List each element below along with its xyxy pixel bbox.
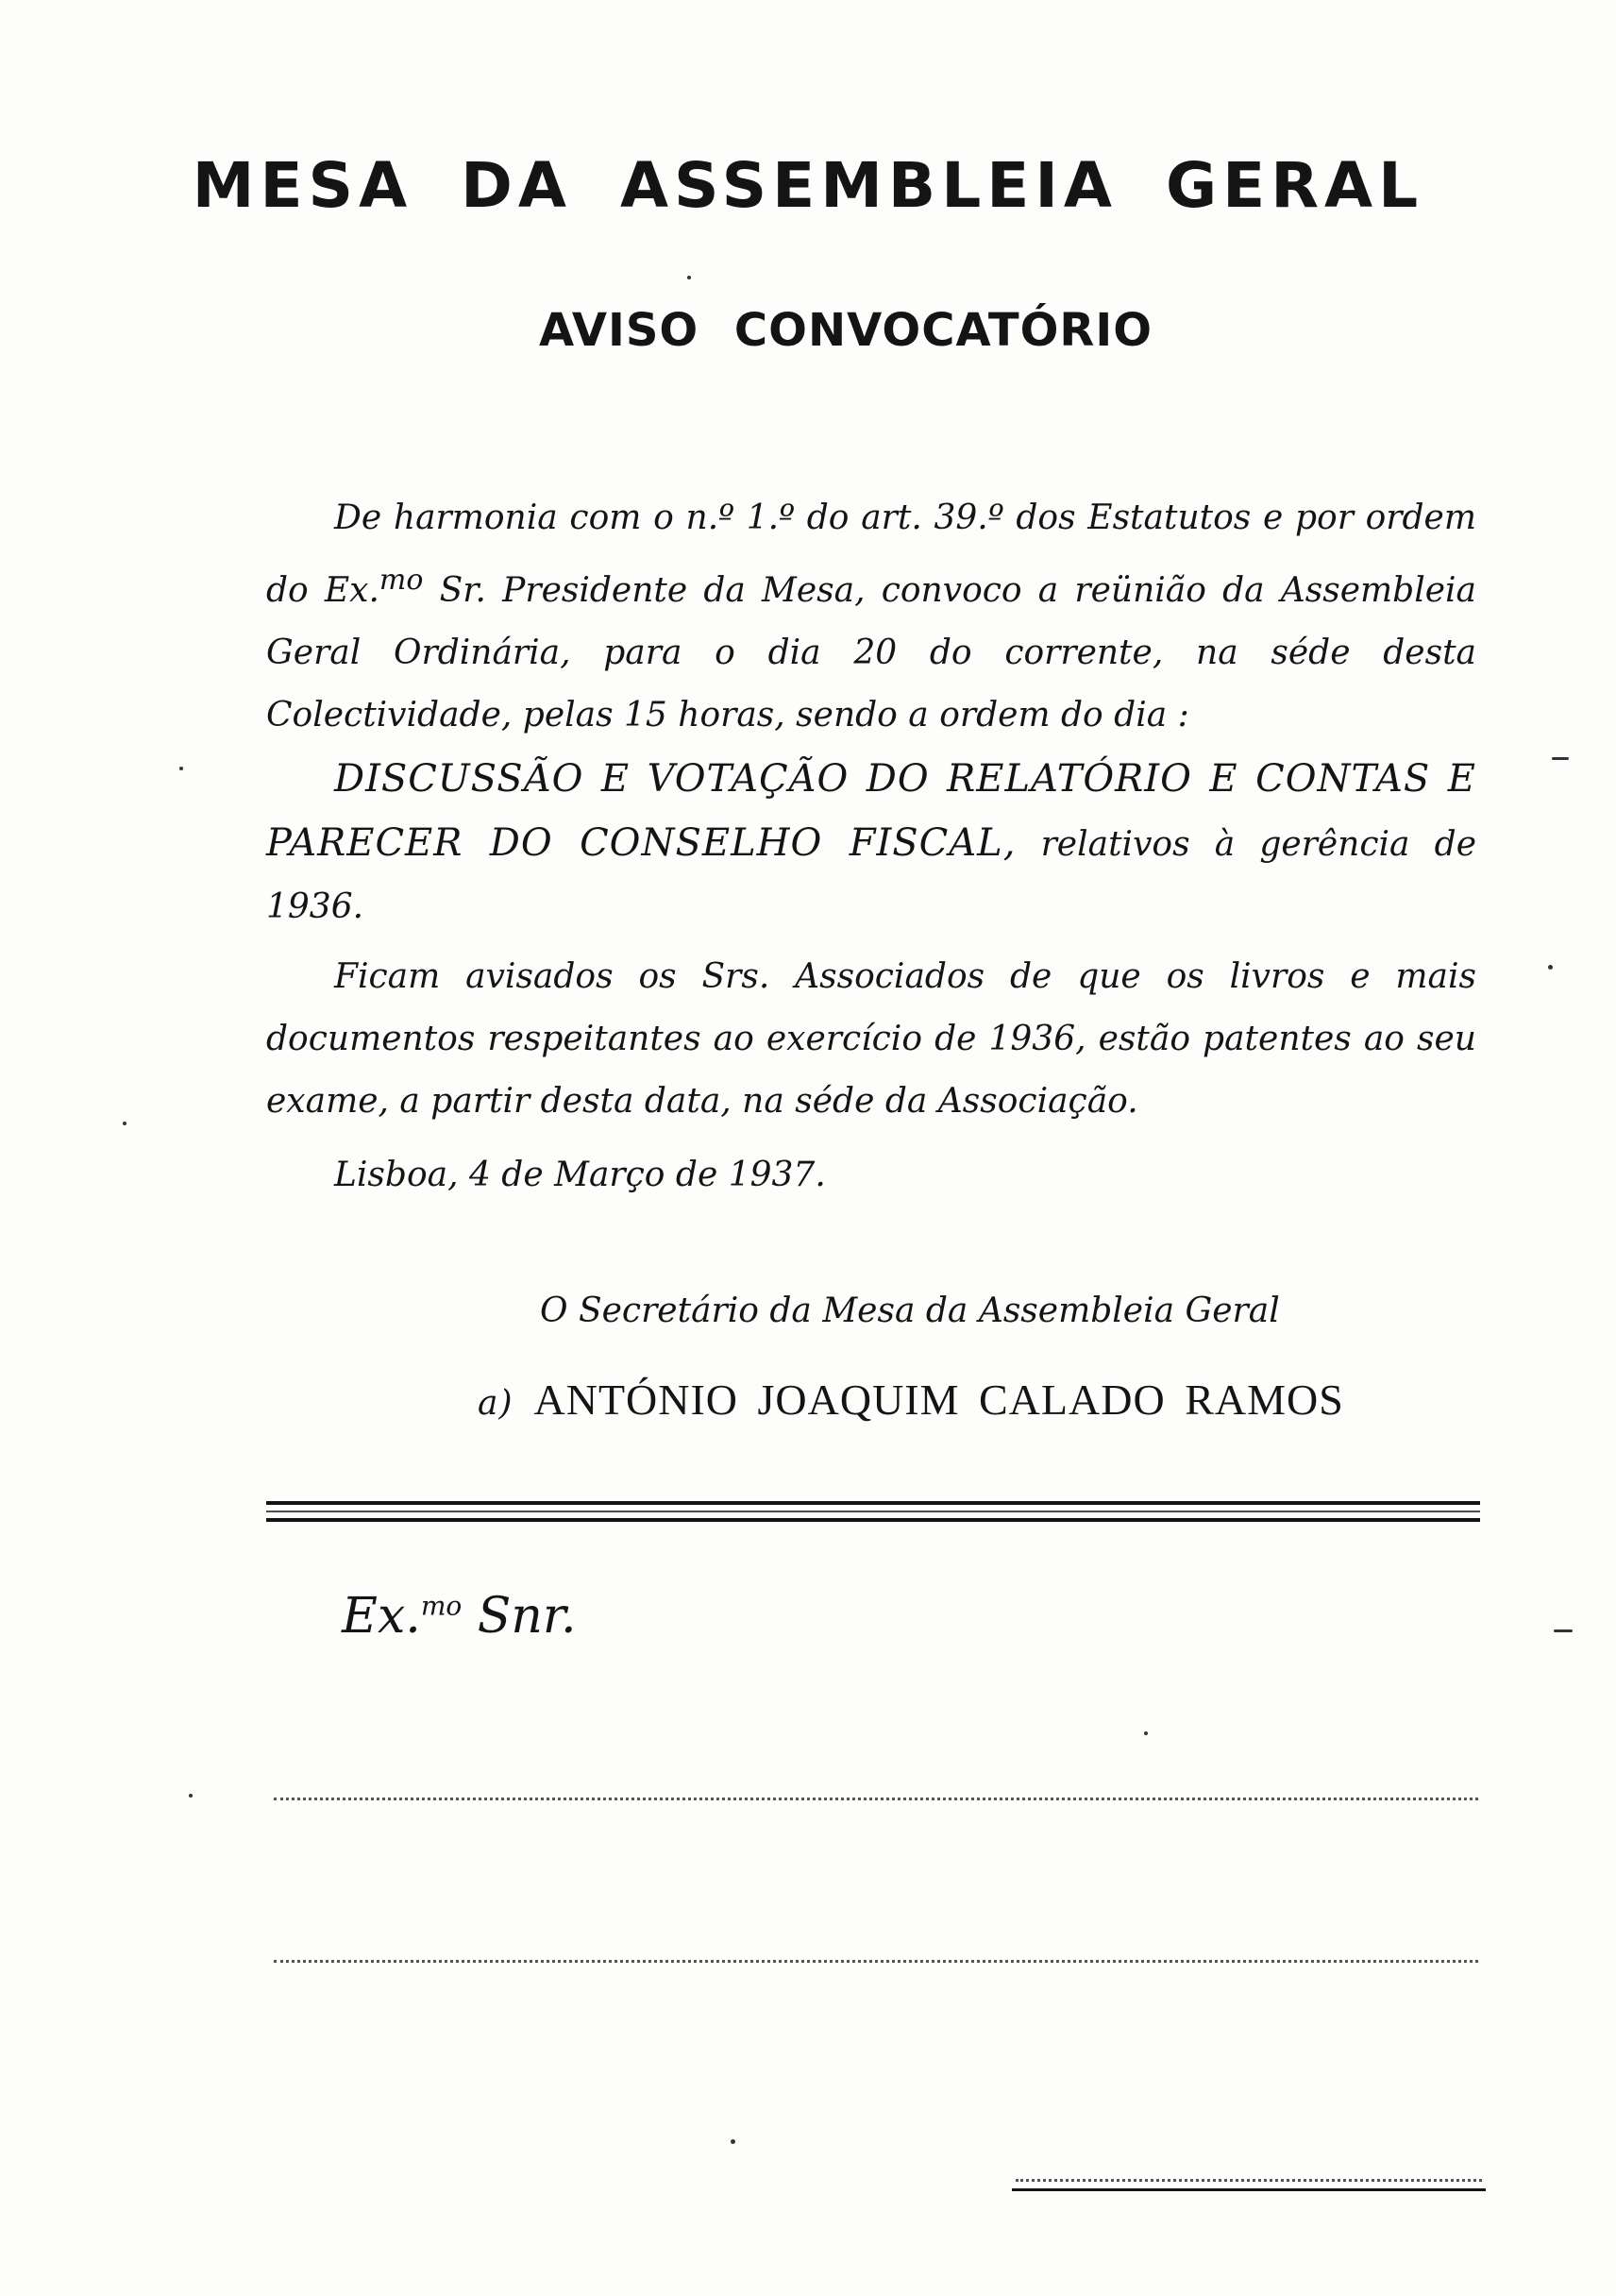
section-divider-middle	[266, 1511, 1480, 1512]
convocation-superscript: mo	[379, 564, 424, 597]
convocation-paragraph	[266, 487, 1476, 747]
date-line: Lisboa, 4 de Março de 1937.	[334, 1156, 826, 1194]
signatory-name: ANTÓNIO JOAQUIM CALADO RAMOS	[533, 1376, 1344, 1424]
paper-speck	[687, 276, 691, 279]
document-title: MESA DA ASSEMBLEIA GERAL	[192, 149, 1424, 222]
convocation-text-end: Sr. Presidente da Mesa, convoco a reünião da Assembleia Geral Ordinária, para o dia 20 do corrente, na séde desta Colectividade, pelas 15 horas, sendo a ordem do dia :	[266, 571, 1477, 734]
paper-speck	[1144, 1731, 1148, 1735]
paper-speck	[189, 1794, 193, 1798]
signatory-prefix: a)	[478, 1384, 513, 1423]
addressee-salutation	[342, 1588, 577, 1645]
paper-speck	[123, 1122, 126, 1125]
address-line-3-underline	[1012, 2188, 1486, 2191]
addressee-salutation-end: Snr.	[462, 1588, 577, 1645]
address-line-3	[1016, 2179, 1482, 2182]
address-line-1	[274, 1798, 1478, 1800]
agenda-item-detail: relativos à gerência de 1936.	[266, 825, 1476, 926]
convocation-text-start: De harmonia com o n.º 1.º do art. 39.º dos Estatutos e por ordem do Ex.	[266, 498, 1476, 610]
addressee-salutation-start: Ex.	[342, 1588, 421, 1645]
paper-speck	[1554, 1629, 1573, 1632]
section-divider-bottom	[266, 1518, 1480, 1522]
addressee-superscript: mo	[420, 1590, 463, 1622]
paper-speck	[1552, 757, 1569, 760]
agenda-item: DISCUSSÃO E VOTAÇÃO DO RELATÓRIO E CONTAS E PARECER DO CONSELHO FISCAL,	[266, 757, 1476, 865]
paper-speck	[179, 767, 183, 770]
notice-paragraph: Ficam avisados os Srs. Associados de que os livros e mais documentos respeitantes ao exercício de 1936, estão patentes ao seu exame, a partir desta data, na séde da Associação.	[266, 957, 1476, 1121]
paper-speck	[1548, 965, 1553, 970]
document-subtitle: AVISO CONVOCATÓRIO	[538, 304, 1153, 357]
address-line-2	[274, 1960, 1478, 1963]
signatory-name-line	[478, 1375, 1344, 1425]
agenda-paragraph	[266, 748, 1476, 938]
signatory-role: O Secretário da Mesa da Assembleia Geral	[540, 1292, 1280, 1330]
paper-speck	[731, 2139, 735, 2144]
section-divider-top	[266, 1501, 1480, 1505]
